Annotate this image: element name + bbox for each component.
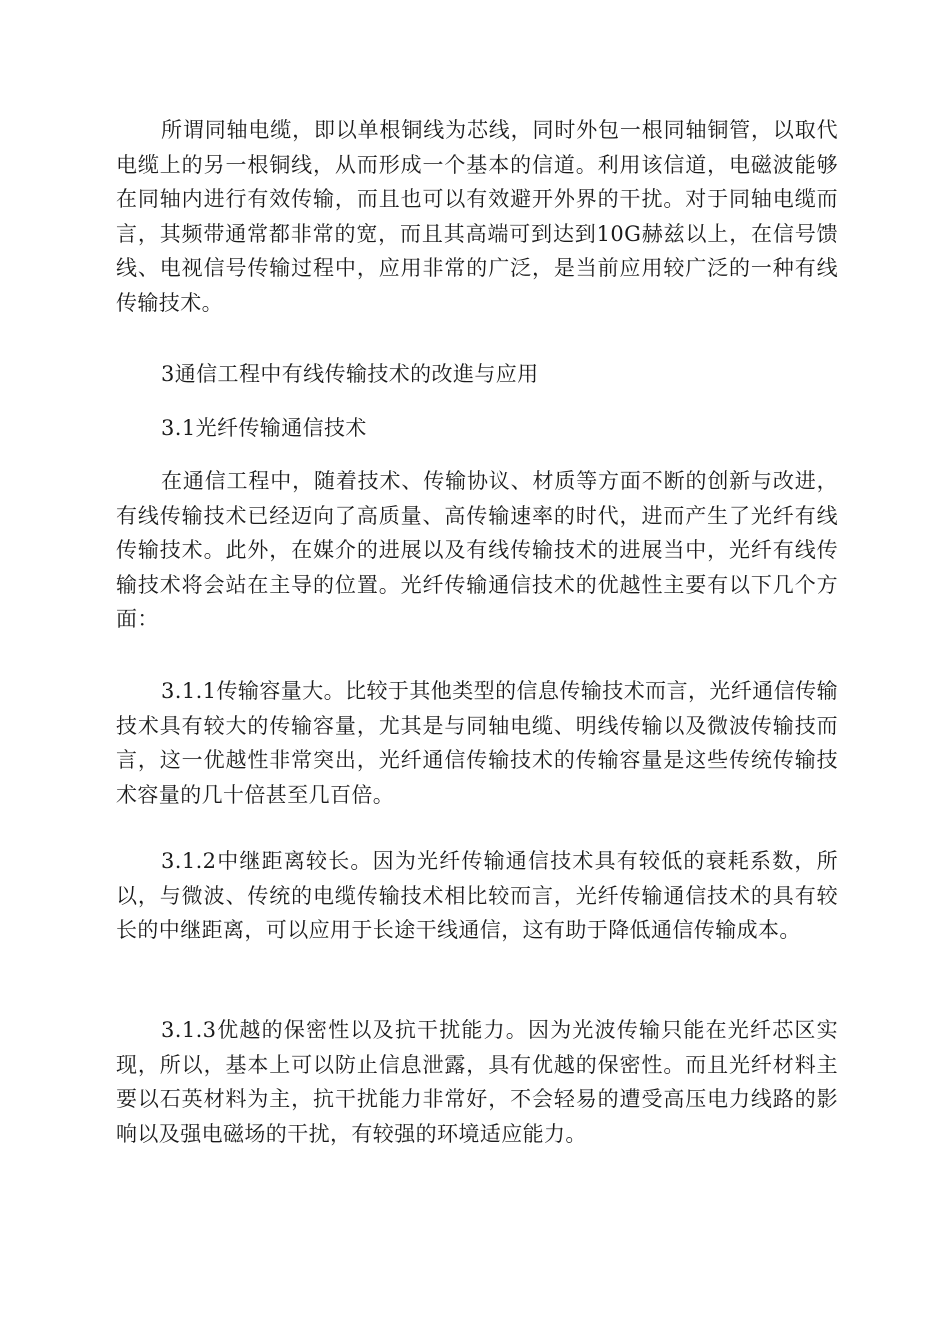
paragraph-section-3-1-2: 3.1.2中继距离较长。因为光纤传输通信技术具有较低的衰耗系数，所以，与微波、传统的电缆传输技术相比较而言，光纤传输通信技术的具有较长的中继距离，可以应用于长途干线通信，这有助于降低通信传输成本。 — [116, 849, 838, 942]
paragraph-fiber-intro: 在通信工程中，随着技术、传输协议、材质等方面不断的创新与改进，有线传输技术已经迈向了高质量、高传输速率的时代，进而产生了光纤有线传输技术。此外，在媒介的进展以及有线传输技术的进展当中，光纤有线传输技术将会站在主导的位置。光纤传输通信技术的优越性主要有以下几个方面： — [116, 469, 838, 631]
heading-section-3: 3通信工程中有线传输技术的改進与应用 — [161, 362, 539, 386]
heading-section-3-1: 3.1光纤传输通信技术 — [161, 416, 367, 440]
paragraph-coax-description: 所谓同轴电缆，即以单根铜线为芯线，同时外包一根同轴铜管，以取代电缆上的另一根铜线，从而形成一个基本的信道。利用该信道，电磁波能够在同轴内进行有效传输，而且也可以有效避开外界的干扰。对于同轴电缆而言，其频带通常都非常的宽，而且其高端可到达到10G赫兹以上，在信号馈线、电视信号传输过程中，应用非常的广泛，是当前应用较广泛的一种有线传输技术。 — [116, 118, 838, 315]
paragraph-section-3-1-3: 3.1.3优越的保密性以及抗干扰能力。因为光波传输只能在光纤芯区实现，所以，基本上可以防止信息泄露，具有优越的保密性。而且光纤材料主要以石英材料为主，抗干扰能力非常好，不会轻易的遭受高压电力线路的影响以及强电磁场的干扰，有较强的环境适应能力。 — [116, 1018, 838, 1146]
paragraph-section-3-1-1: 3.1.1传输容量大。比较于其他类型的信息传输技术而言，光纤通信传输技术具有较大的传输容量，尤其是与同轴电缆、明线传输以及微波传输技而言，这一优越性非常突出，光纤通信传输技术的传输容量是这些传统传输技术容量的几十倍甚至几百倍。 — [116, 679, 838, 807]
